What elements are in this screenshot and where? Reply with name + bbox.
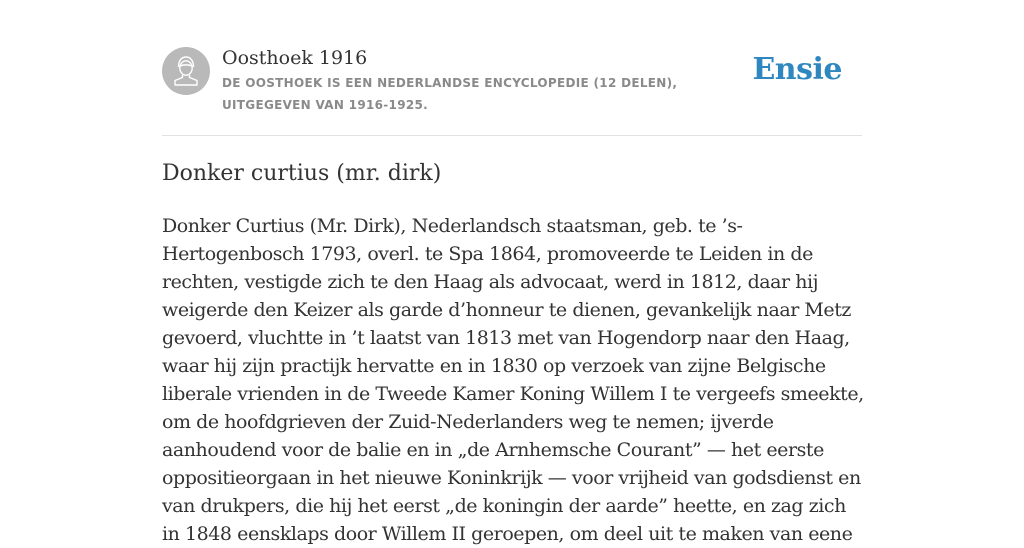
ensie-logo[interactable]: Ensie bbox=[752, 52, 842, 87]
source-title[interactable]: Oosthoek 1916 bbox=[222, 47, 368, 69]
entry-body: Donker Curtius (Mr. Dirk), Nederlandsch staatsman, geb. te ’s-Hertogenbosch 1793, overl. te Spa 1864, promoveerde te Leiden in de rechten, vestigde zich te den Haag als advocaat, werd in 1812, daar hij weigerde den Keizer als garde d’honneur te dienen, gevankelijk naar Metz gevoerd, vluchtte in ’t laatst van 1813 met van Hogendorp naar den Haag, waar hij zijn practijk hervatte en in 1830 op verzoek van zijne Belgische liberale vrienden in de Tweede Kamer Koning Willem I te vergeefs smeekte, om de hoofdgrieven der Zuid-Nederlanders weg te nemen; ijverde aanhoudend voor de balie en in „de Arnhemsche Courant” — het eerste oppositieorgaan in het nieuwe Koninkrijk — voor vrijheid van godsdienst en van drukpers, die hij het eerst „de koningin der aarde” heette, en zag zich in 1848 eensklaps door Willem II geroepen, om deel uit te maken van eene bbox=[162, 215, 864, 545]
user-avatar-icon[interactable] bbox=[162, 47, 210, 95]
source-header bbox=[162, 46, 862, 116]
source-description: DE OOSTHOEK IS EEN NEDERLANDSE ENCYCLOPEDIE (12 DELEN), UITGEGEVEN VAN 1916-1925. bbox=[222, 76, 678, 112]
divider bbox=[162, 135, 862, 136]
entry-title: Donker curtius (mr. dirk) bbox=[162, 161, 442, 186]
